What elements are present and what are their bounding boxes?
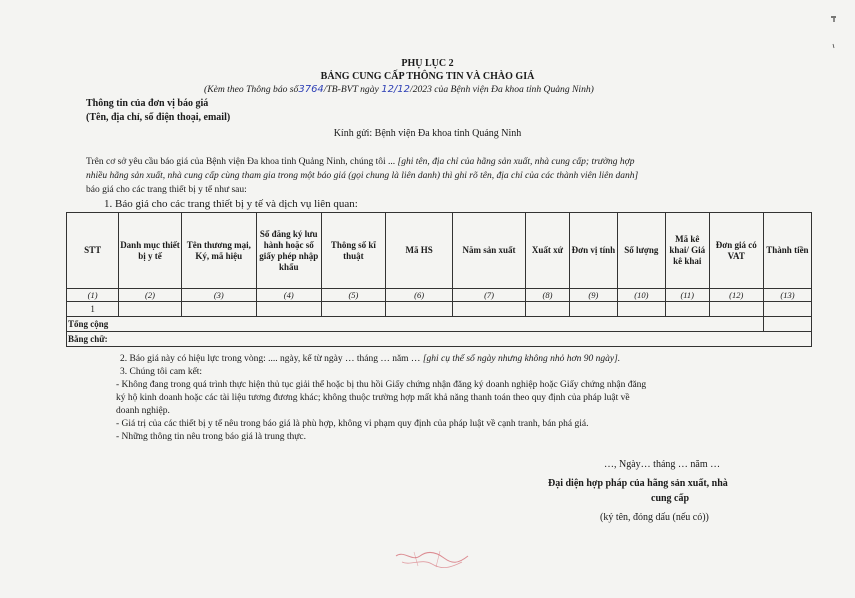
table-cell bbox=[453, 302, 526, 317]
commitment-1a: - Không đang trong quá trình thực hiện thủ tục giải thể hoặc bị thu hồi Giấy chứng nhận đăng ký doanh nghiệp hoặc Giấy chứng nhận đăng bbox=[116, 380, 647, 390]
header-cell: Danh mục thiết bị y tế bbox=[119, 213, 182, 289]
column-number-cell: (7) bbox=[453, 289, 526, 302]
column-number-cell: (1) bbox=[67, 289, 119, 302]
commitment-1b: ký hộ kinh doanh hoặc các tài liệu tương đương khác; không thuộc trường hợp mất khả năng thanh toán theo quy định của pháp luật về bbox=[116, 393, 630, 403]
column-number-cell: (3) bbox=[181, 289, 256, 302]
terms-section bbox=[116, 353, 810, 444]
document-title: BẢNG CUNG CẤP THÔNG TIN VÀ CHÀO GIÁ bbox=[320, 71, 535, 82]
amount-in-words-row bbox=[67, 332, 812, 347]
column-number-cell: (10) bbox=[617, 289, 665, 302]
commitment-2: - Giá trị của các thiết bị y tế nêu trong báo giá là phù hợp, không vi phạm quy định của pháp luật về cạnh tranh, bán phá giá. bbox=[116, 419, 589, 429]
page-corner-mark bbox=[830, 14, 838, 53]
table-cell bbox=[665, 302, 709, 317]
header-cell: Tên thương mại, Ký, mã hiệu bbox=[181, 213, 256, 289]
header-cell: Mã kê khai/ Giá kê khai bbox=[665, 213, 709, 289]
intro-line-1-text: Trên cơ sở yêu cầu báo giá của Bệnh viện Đa khoa tỉnh Quảng Ninh, chúng tôi ... bbox=[86, 157, 398, 167]
header-cell: Xuất xứ bbox=[526, 213, 570, 289]
subtitle-prefix: (Kèm theo Thông báo số bbox=[204, 84, 299, 95]
table-cell bbox=[181, 302, 256, 317]
quotation-table bbox=[66, 212, 812, 347]
table-row bbox=[67, 302, 812, 317]
org-info-note: (Tên, địa chỉ, số điện thoại, email) bbox=[86, 112, 231, 123]
intro-line-1-italic: [ghi tên, địa chỉ của hãng sản xuất, nhà cung cấp; trường hợp bbox=[397, 157, 635, 167]
header-cell: Số lượng bbox=[617, 213, 665, 289]
column-number-cell: (5) bbox=[321, 289, 386, 302]
table-cell bbox=[386, 302, 453, 317]
table-cell bbox=[617, 302, 665, 317]
greeting-line: Kính gửi: Bệnh viện Đa khoa tỉnh Quảng Ninh bbox=[333, 128, 522, 139]
subtitle-middle: /TB-BVT ngày bbox=[323, 84, 379, 95]
representative-title-line-1: Đại diện hợp pháp của hãng sản xuất, nhà bbox=[548, 478, 728, 489]
column-number-cell: (6) bbox=[386, 289, 453, 302]
table-cell bbox=[321, 302, 386, 317]
table-cell bbox=[709, 302, 763, 317]
table-cell bbox=[256, 302, 321, 317]
handwritten-notice-date: 12/12 bbox=[381, 84, 411, 95]
intro-line-1 bbox=[86, 155, 800, 169]
table-cell bbox=[119, 302, 182, 317]
table-cell bbox=[526, 302, 570, 317]
total-row bbox=[67, 317, 812, 332]
subtitle-suffix: /2023 của Bệnh viện Đa khoa tỉnh Quảng Ninh) bbox=[410, 84, 594, 95]
intro-line-2: nhiều hãng sản xuất, nhà cung cấp cùng tham gia trong một báo giá (gọi chung là liên danh) thì ghi rõ tên, địa chỉ của các thành viên liên danh] bbox=[86, 171, 639, 181]
row-stt-cell: 1 bbox=[67, 302, 119, 317]
table-cell bbox=[763, 302, 811, 317]
intro-line-3: báo giá cho các trang thiết bị y tế như sau: bbox=[86, 185, 247, 195]
validity-text: 2. Báo giá này có hiệu lực trong vòng: .... ngày, kể từ ngày … tháng … năm … bbox=[120, 354, 423, 364]
column-number-cell: (13) bbox=[763, 289, 811, 302]
section-1-heading: 1. Báo giá cho các trang thiết bị y tế và dịch vụ liên quan: bbox=[104, 198, 358, 210]
column-number-cell: (2) bbox=[119, 289, 182, 302]
header-cell: Thành tiền bbox=[763, 213, 811, 289]
column-number-cell: (11) bbox=[665, 289, 709, 302]
header-cell: Năm sản xuất bbox=[453, 213, 526, 289]
header-cell: STT bbox=[67, 213, 119, 289]
header-cell: Thông số kĩ thuật bbox=[321, 213, 386, 289]
commitment-1c: doanh nghiệp. bbox=[116, 406, 170, 416]
org-info-heading: Thông tin của đơn vị báo giá bbox=[86, 98, 209, 109]
signature-date-line: …, Ngày… tháng … năm … bbox=[604, 459, 721, 470]
received-stamp-mark bbox=[392, 548, 472, 572]
column-number-cell: (4) bbox=[256, 289, 321, 302]
appendix-label: PHỤ LỤC 2 bbox=[401, 58, 454, 69]
intro-paragraph bbox=[86, 155, 800, 197]
table-header-row bbox=[67, 213, 812, 289]
validity-line bbox=[120, 353, 810, 366]
commitment-3: - Những thông tin nêu trong báo giá là trung thực. bbox=[116, 432, 306, 442]
commitment-heading: 3. Chúng tôi cam kết: bbox=[120, 367, 203, 377]
header-cell: Đơn vị tính bbox=[569, 213, 617, 289]
amount-in-words-label: Bằng chữ: bbox=[67, 332, 812, 347]
document-subtitle bbox=[204, 84, 594, 95]
column-number-cell: (8) bbox=[526, 289, 570, 302]
column-number-cell: (9) bbox=[569, 289, 617, 302]
header-cell: Số đăng ký lưu hành hoặc số giấy phép nhập khẩu bbox=[256, 213, 321, 289]
column-number-cell: (12) bbox=[709, 289, 763, 302]
validity-note: [ghi cụ thể số ngày nhưng không nhỏ hơn 90 ngày]. bbox=[422, 354, 621, 364]
header-cell: Mã HS bbox=[386, 213, 453, 289]
total-value-cell bbox=[763, 317, 811, 332]
header-cell: Đơn giá có VAT bbox=[709, 213, 763, 289]
handwritten-notice-number: 3764 bbox=[298, 84, 324, 95]
column-number-row bbox=[67, 289, 812, 302]
representative-title-line-2: cung cấp bbox=[651, 493, 690, 504]
table-cell bbox=[569, 302, 617, 317]
total-label: Tổng cộng bbox=[67, 317, 764, 332]
signature-instruction: (ký tên, đóng dấu (nếu có)) bbox=[600, 512, 709, 523]
